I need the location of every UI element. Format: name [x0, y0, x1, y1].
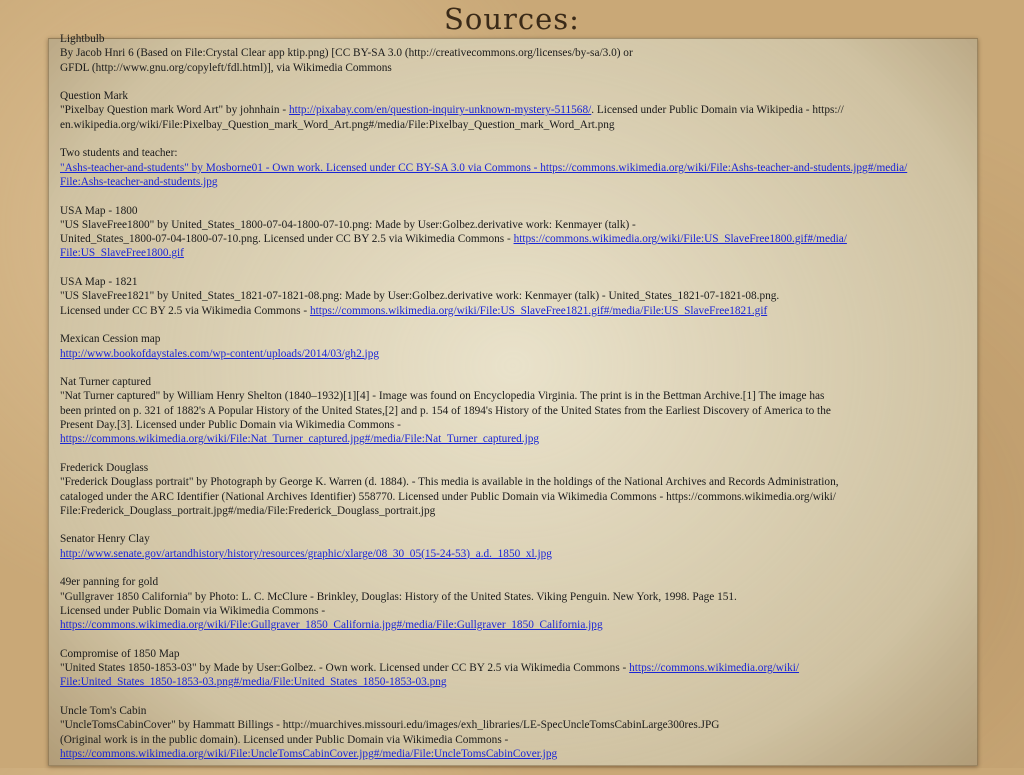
source-link[interactable]: https://commons.wikimedia.org/wiki/File:Gullgraver_1850_California.jpg#/media/File:Gullgraver_1850_California.jpg [60, 619, 603, 632]
source-line [60, 103, 1024, 117]
source-text: "US SlaveFree1821" by United_States_1821-07-1821-08.png: Made by User:Golbez.derivative work: Kenmayer (talk) - United_States_1821-07-1821-08.png. [60, 290, 780, 303]
source-line [60, 604, 1024, 618]
source-text: File:Frederick_Douglass_portrait.jpg#/media/File:Frederick_Douglass_portrait.jpg [60, 504, 436, 517]
source-entry [60, 532, 1024, 561]
source-title: Compromise of 1850 Map [60, 647, 180, 660]
source-line [60, 547, 1024, 561]
source-entry [60, 32, 1024, 75]
source-line [60, 618, 1024, 632]
source-text: "Nat Turner captured" by William Henry Shelton (1840–1932)[1][4] - Image was found on Encyclopedia Virginia. The print is in the Bettman Archive.[1] The image has [60, 390, 825, 403]
source-entry [60, 704, 1024, 761]
source-text: en.wikipedia.org/wiki/File:Pixelbay_Question_mark_Word_Art.png#/media/File:Pixelbay_Question_mark_Word_Art.png [60, 118, 615, 131]
source-title: Frederick Douglass [60, 461, 149, 474]
source-text: been printed on p. 321 of 1882's A Popular History of the United States,[2] and p. 154 of 1894's History of the United States from the Earliest Discovery of America to the [60, 404, 831, 417]
source-title: USA Map - 1821 [60, 276, 138, 289]
source-text: . Licensed under Public Domain via Wikipedia - https:// [591, 104, 844, 117]
source-line [60, 61, 1024, 75]
source-line [60, 490, 1024, 504]
source-line [60, 675, 1024, 689]
source-link[interactable]: http://www.bookofdaystales.com/wp-content/uploads/2014/03/gh2.jpg [60, 347, 379, 360]
source-link[interactable]: https://commons.wikimedia.org/wiki/File:Nat_Turner_captured.jpg#/media/File:Nat_Turner_captured.jpg [60, 433, 540, 446]
source-line [60, 175, 1024, 189]
source-entry [60, 332, 1024, 361]
source-line [60, 347, 1024, 361]
source-line [60, 718, 1024, 732]
source-text: Present Day.[3]. Licensed under Public Domain via Wikimedia Commons - [60, 419, 401, 432]
source-link[interactable]: http://pixabay.com/en/question-inquiry-unknown-mystery-511568/ [289, 104, 592, 117]
source-link[interactable]: File:US_SlaveFree1800.gif [60, 247, 184, 260]
source-line [60, 46, 1024, 60]
sources-list [60, 32, 1024, 775]
source-line [60, 304, 1024, 318]
source-title: 49er panning for gold [60, 576, 159, 589]
source-line [60, 289, 1024, 303]
source-title: Nat Turner captured [60, 376, 151, 389]
source-title: USA Map - 1800 [60, 204, 138, 217]
source-title: Two students and teacher: [60, 147, 178, 160]
source-title: Mexican Cession map [60, 333, 161, 346]
source-text: cataloged under the ARC Identifier (National Archives Identifier) 558770. Licensed under Public Domain via Wikimedia Commons - https://commons.wikimedia.org/wiki/ [60, 490, 836, 503]
source-line [60, 432, 1024, 446]
source-entry [60, 647, 1024, 690]
source-text: Licensed under CC BY 2.5 via Wikimedia Commons - [60, 304, 310, 317]
source-text: "United States 1850-1853-03" by Made by User:Golbez. - Own work. Licensed under CC BY 2.5 via Wikimedia Commons - [60, 662, 630, 675]
source-line [60, 733, 1024, 747]
slide-title: Sources: [444, 2, 580, 36]
source-link[interactable]: https://commons.wikimedia.org/wiki/File:US_SlaveFree1800.gif#/media/ [513, 233, 847, 246]
source-title: Senator Henry Clay [60, 533, 150, 546]
source-text: GFDL (http://www.gnu.org/copyleft/fdl.html)], via Wikimedia Commons [60, 61, 392, 74]
source-line [60, 404, 1024, 418]
source-entry [60, 461, 1024, 518]
source-text: By Jacob Hnri 6 (Based on File:Crystal Clear app ktip.png) [CC BY-SA 3.0 (http://creativecommons.org/licenses/by-sa/3.0) or [60, 47, 633, 60]
source-line [60, 246, 1024, 260]
source-line [60, 118, 1024, 132]
source-text: "Pixelbay Question mark Word Art" by johnhain - [60, 104, 289, 117]
source-entry [60, 146, 1024, 189]
source-title: Lightbulb [60, 33, 105, 45]
source-entry [60, 375, 1024, 446]
source-line [60, 232, 1024, 246]
source-line [60, 590, 1024, 604]
source-link[interactable]: File:Ashs-teacher-and-students.jpg [60, 175, 218, 188]
source-line [60, 418, 1024, 432]
source-link[interactable]: https://commons.wikimedia.org/wiki/File:US_SlaveFree1821.gif#/media/File:US_SlaveFree1821.gif [309, 304, 768, 317]
source-text: "Gullgraver 1850 California" by Photo: L. C. McClure - Brinkley, Douglas: History of the United States. Viking Penguin. New York, 1998. Page 151. [60, 590, 737, 603]
source-link[interactable]: https://commons.wikimedia.org/wiki/File:UncleTomsCabinCover.jpg#/media/File:UncleTomsCabinCover.jpg [60, 747, 558, 760]
source-entry [60, 575, 1024, 632]
source-line [60, 389, 1024, 403]
source-link[interactable]: https://commons.wikimedia.org/wiki/ [629, 662, 800, 675]
source-text: United_States_1800-07-04-1800-07-10.png. Licensed under CC BY 2.5 via Wikimedia Commons - [60, 233, 514, 246]
source-entry [60, 204, 1024, 261]
source-line [60, 747, 1024, 761]
source-title: Question Mark [60, 90, 129, 103]
source-link[interactable]: "Ashs-teacher-and-students" by Mosborne01 - Own work. Licensed under CC BY-SA 3.0 via Commons - https://commons.wikimedia.org/wiki/File:Ashs-teacher-and-students.jpg#/media/ [60, 161, 908, 174]
source-entry [60, 89, 1024, 132]
source-line [60, 504, 1024, 518]
source-entry [60, 275, 1024, 318]
source-text: (Original work is in the public domain). Licensed under Public Domain via Wikimedia Commons - [60, 733, 509, 746]
source-text: Licensed under Public Domain via Wikimedia Commons - [60, 604, 326, 617]
source-line [60, 475, 1024, 489]
source-line [60, 161, 1024, 175]
source-line [60, 661, 1024, 675]
source-line [60, 218, 1024, 232]
source-text: "UncleTomsCabinCover" by Hammatt Billings - http://muarchives.missouri.edu/images/exh_libraries/LE-SpecUncleTomsCabinLarge300res.JPG [60, 719, 720, 732]
source-title: Uncle Tom's Cabin [60, 704, 147, 717]
source-text: "US SlaveFree1800" by United_States_1800-07-04-1800-07-10.png: Made by User:Golbez.derivative work: Kenmayer (talk) - [60, 218, 636, 231]
source-text: "Frederick Douglass portrait" by Photograph by George K. Warren (d. 1884). - This media is available in the holdings of the National Archives and Records Administration, [60, 476, 839, 489]
source-link[interactable]: File:United_States_1850-1853-03.png#/media/File:United_States_1850-1853-03.png [60, 676, 447, 689]
source-link[interactable]: http://www.senate.gov/artandhistory/history/resources/graphic/xlarge/08_30_05(15-24-53)_a.d._1850_xl.jpg [60, 547, 552, 560]
